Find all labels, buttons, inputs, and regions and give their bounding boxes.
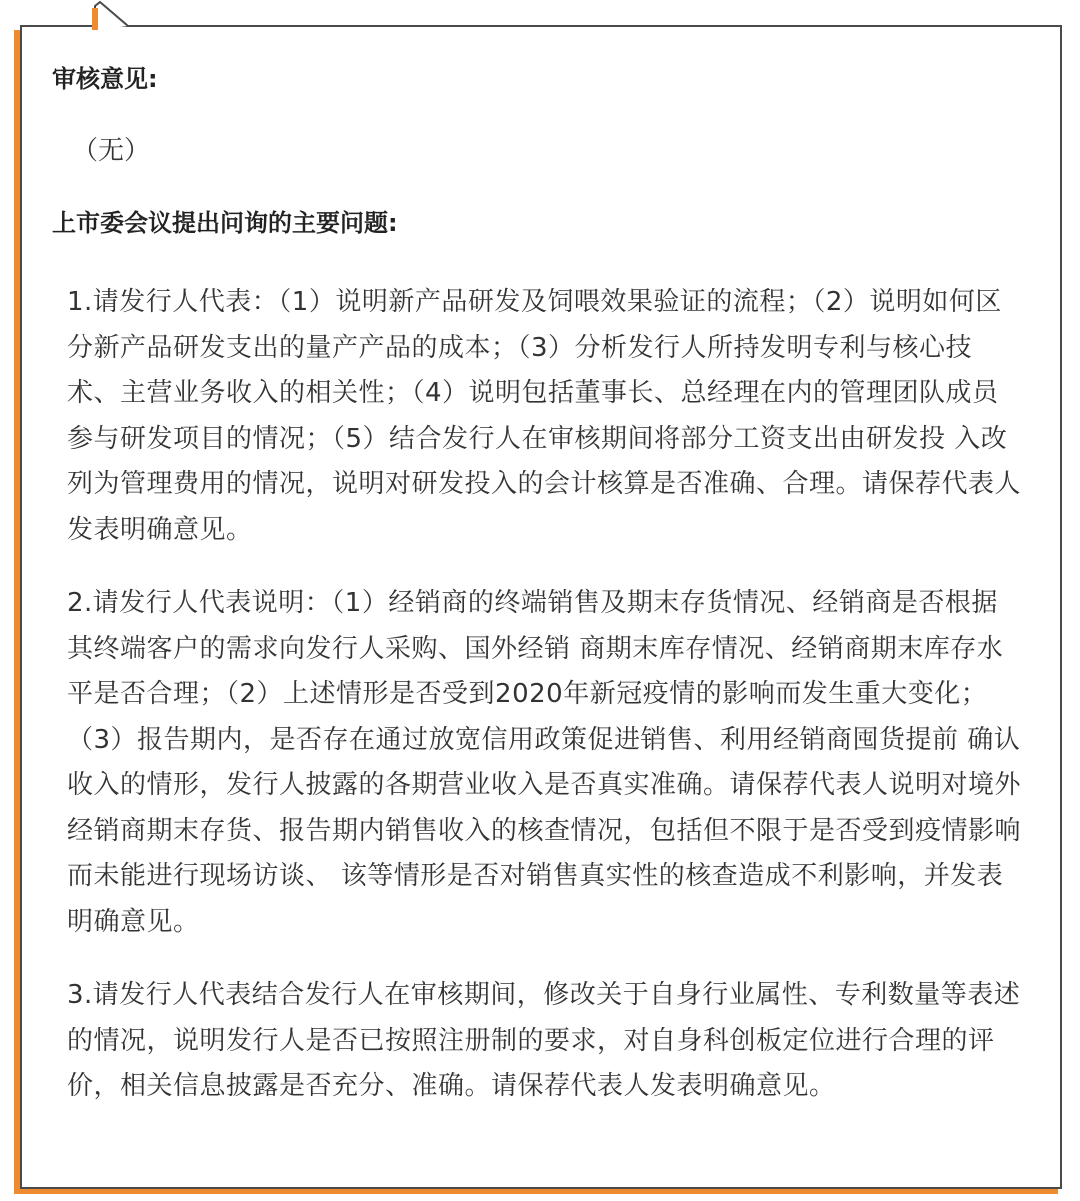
folder-tab-notch	[90, 0, 150, 30]
question-item-3: 3.请发行人代表结合发行人在审核期间，修改关于自身行业属性、专利数量等表述的情况，说明发行人是否已按照注册制的要求，对自身科创板定位进行合理的评价，相关信息披露是否充分、准确。请保荐代表人发表明确意见。	[67, 980, 1021, 1101]
review-opinion-value: （无）	[72, 136, 151, 166]
questions-heading: 上市委会议提出问询的主要问题:	[52, 209, 398, 237]
review-opinion-heading: 审核意见:	[52, 65, 158, 93]
document-content	[52, 52, 1022, 1110]
question-item-2: 2.请发行人代表说明：（1）经销商的终端销售及期末存货情况、经销商是否根据其终端客户的需求向发行人采购、国外经销 商期末库存情况、经销商期末库存水平是否合理；（2）上述情形是否受到2020年新冠疫情的影响而发生重大变化；（3）报告期内，是否存在通过放宽信用政策促进销售、利用经销商囤货提前 确认收入的情形，发行人披露的各期营业收入是否真实准确。请保荐代表人说明对境外经销商期末存货、报告期内销售收入的核查情况，包括但不限于是否受到疫情影响而未能进行现场访谈、 该等情形是否对销售真实性的核查造成不利影响，并发表明确意见。	[67, 588, 1022, 937]
question-item-1: 1.请发行人代表：（1）说明新产品研发及饲喂效果验证的流程；（2）说明如何区分新产品研发支出的量产产品的成本；（3）分析发行人所持发明专利与核心技术、主营业务收入的相关性；（4）说明包括董事长、总经理在内的管理团队成员参与研发项目的情况；（5）结合发行人在审核期间将部分工资支出由研发投 入改列为管理费用的情况，说明对研发投入的会计核算是否准确、合理。请保荐代表人发表明确意见。	[67, 287, 1022, 545]
